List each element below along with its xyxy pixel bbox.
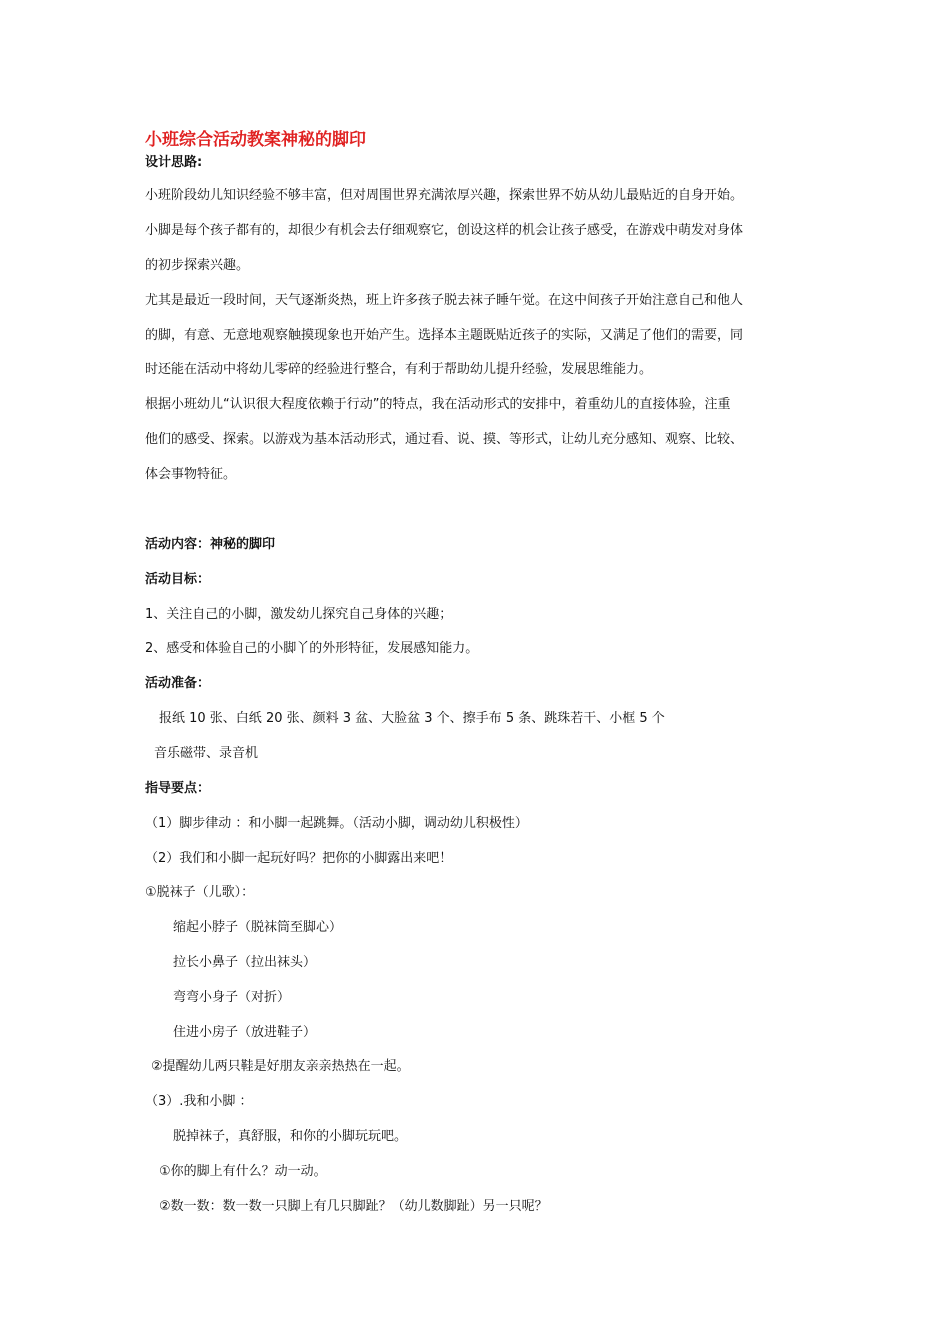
rhyme-line: 弯弯小身子（对折） (173, 990, 291, 1005)
document-title: 小班综合活动教案神秘的脚印 (145, 130, 366, 150)
paragraph-line: 他们的感受、探索。以游戏为基本活动形式，通过看、说、摸、等形式，让幼儿充分感知、观察、比较、 (145, 432, 744, 447)
goal-item: 2、感受和体验自己的小脚丫的外形特征，发展感知能力。 (145, 641, 479, 656)
guide-line: ②数一数：数一数一只脚上有几只脚趾？（幼儿数脚趾）另一只呢？ (159, 1199, 548, 1214)
guide-line: ①脱袜子（儿歌）： (145, 885, 255, 900)
paragraph-line: 尤其是最近一段时间，天气逐渐炎热，班上许多孩子脱去袜子睡午觉。在这中间孩子开始注意自己和他人 (145, 293, 744, 308)
goals-heading: 活动目标： (145, 572, 211, 587)
paragraph-line: 时还能在活动中将幼儿零碎的经验进行整合，有利于帮助幼儿提升经验，发展思维能力。 (145, 362, 653, 377)
prep-item: 音乐磁带、录音机 (154, 746, 259, 761)
paragraph-line: 小班阶段幼儿知识经验不够丰富，但对周围世界充满浓厚兴趣，探索世界不妨从幼儿最贴近的自身开始。 (145, 188, 744, 203)
paragraph-line: 小脚是每个孩子都有的，却很少有机会去仔细观察它，创设这样的机会让孩子感受，在游戏中萌发对身体 (145, 223, 744, 238)
rhyme-line: 拉长小鼻子（拉出袜头） (173, 955, 317, 970)
paragraph-line: 的脚，有意、无意地观察触摸现象也开始产生。选择本主题既贴近孩子的实际，又满足了他们的需要，同 (145, 328, 744, 343)
rhyme-line: 缩起小脖子（脱袜筒至脚心） (173, 920, 343, 935)
guide-heading: 指导要点： (145, 781, 211, 796)
prep-heading: 活动准备： (145, 676, 211, 691)
guide-line: 脱掉袜子，真舒服，和你的小脚玩玩吧。 (173, 1129, 408, 1144)
prep-item: 报纸 10 张、白纸 20 张、颜料 3 盆、大脸盆 3 个、擦手布 5 条、跳珠若干、小框 5 个 (159, 711, 665, 726)
paragraph-line: 的初步探索兴趣。 (145, 258, 250, 273)
content-heading: 活动内容：神秘的脚印 (145, 537, 276, 552)
paragraph-line: 体会事物特征。 (145, 467, 237, 482)
paragraph-line: 根据小班幼儿“认识很大程度依赖于行动”的特点，我在活动形式的安排中，着重幼儿的直接体验，注重 (145, 397, 731, 412)
guide-line: ②提醒幼儿两只鞋是好朋友亲亲热热在一起。 (151, 1059, 410, 1074)
goal-item: 1、关注自己的小脚，激发幼儿探究自己身体的兴趣； (145, 607, 453, 622)
guide-line: （1）脚步律动 ：和小脚一起跳舞。（活动小脚，调动幼儿积极性） (145, 816, 528, 831)
design-heading: 设计思路: (145, 155, 203, 170)
guide-line: （2）我们和小脚一起玩好吗？把你的小脚露出来吧！ (145, 851, 453, 866)
rhyme-line: 住进小房子（放进鞋子） (173, 1025, 317, 1040)
guide-line: ①你的脚上有什么？动一动。 (159, 1164, 327, 1179)
guide-line: （3）.我和小脚 ： (145, 1094, 253, 1109)
